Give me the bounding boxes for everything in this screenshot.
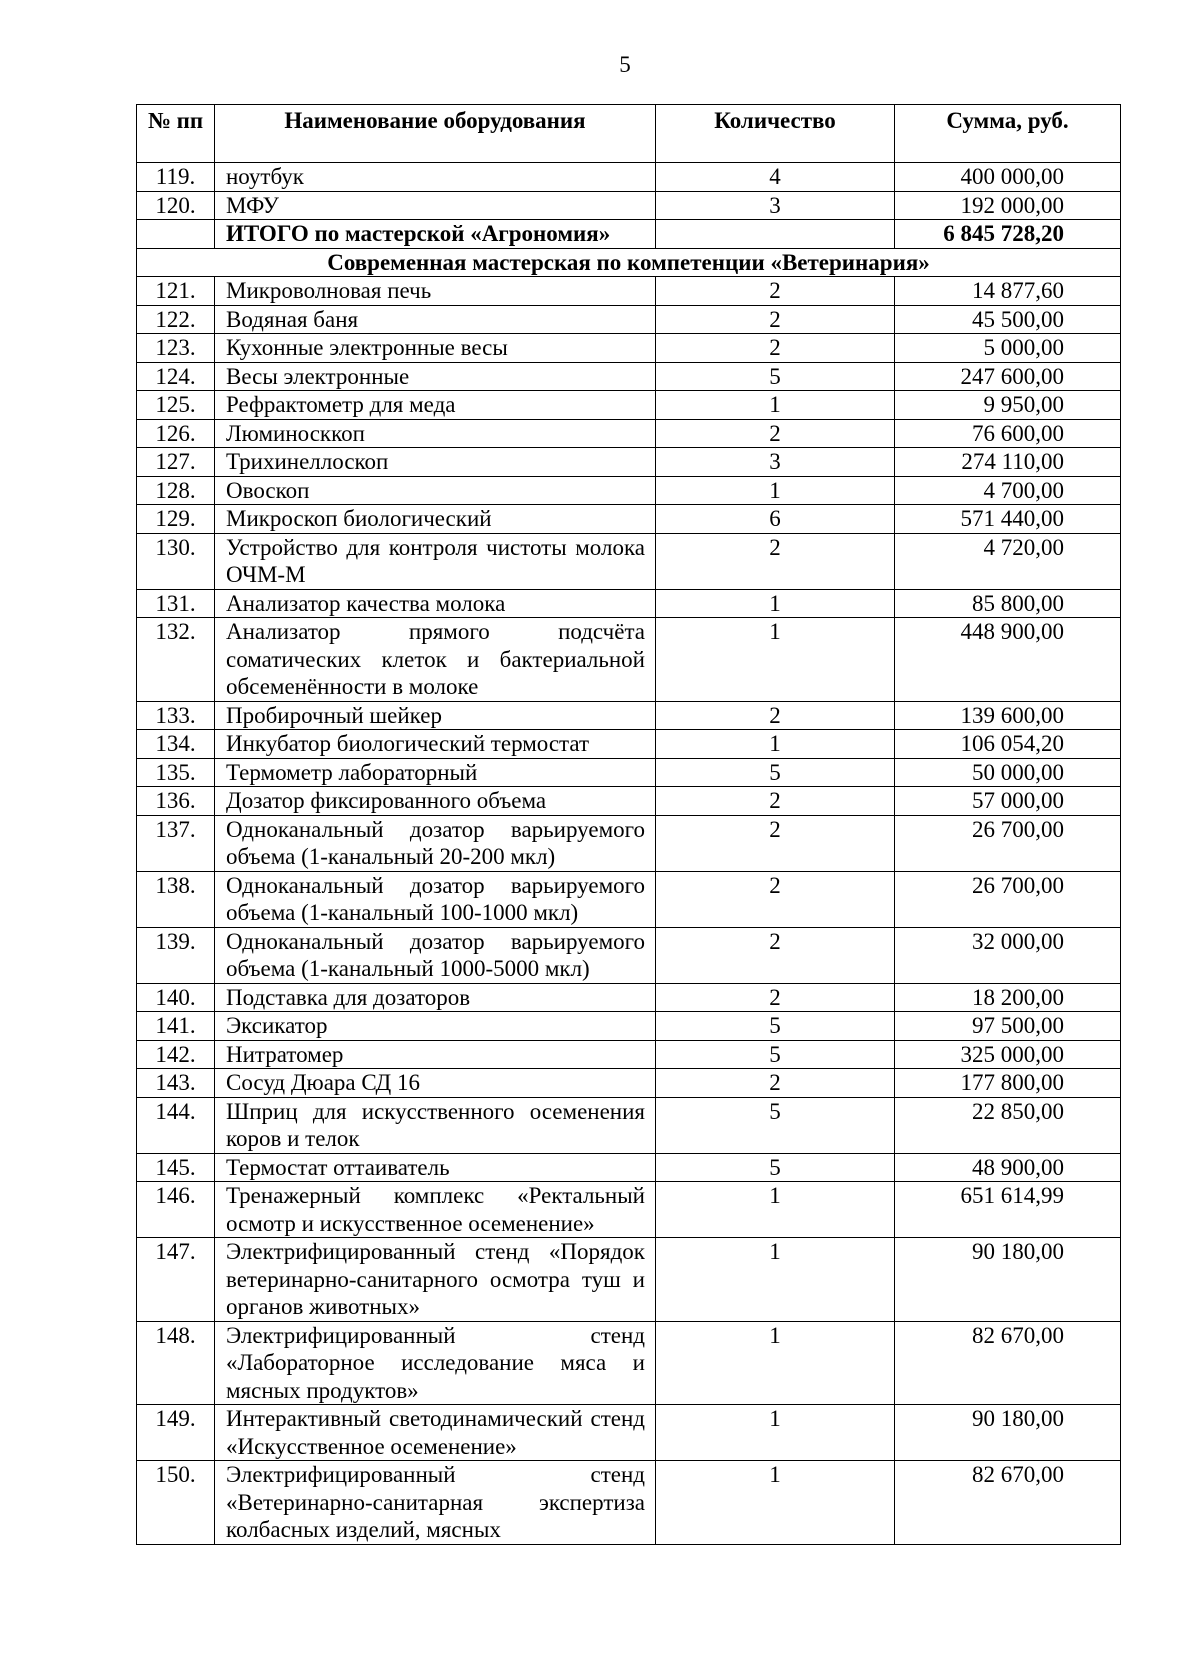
table-row [137, 815, 1121, 871]
row-sum: 177 800,00 [895, 1069, 1121, 1098]
row-sum: 82 670,00 [895, 1321, 1121, 1405]
row-sum: 26 700,00 [895, 871, 1121, 927]
table-row [137, 391, 1121, 420]
row-sum: 26 700,00 [895, 815, 1121, 871]
row-sum: 9 950,00 [895, 391, 1121, 420]
row-name: Пробирочный шейкер [215, 701, 656, 730]
table-row [137, 1182, 1121, 1238]
row-sum: 325 000,00 [895, 1040, 1121, 1069]
row-num: 150. [137, 1461, 215, 1545]
row-sum: 82 670,00 [895, 1461, 1121, 1545]
row-name: Овоскоп [215, 476, 656, 505]
row-name: Одноканальный дозатор варьируемого объема (1-канальный 1000-5000 мкл) [215, 927, 656, 983]
row-name: МФУ [215, 191, 656, 220]
row-sum: 192 000,00 [895, 191, 1121, 220]
row-name: Электрифицированный стенд «Лабораторное исследование мяса и мясных продуктов» [215, 1321, 656, 1405]
row-sum: 14 877,60 [895, 277, 1121, 306]
table-row [137, 589, 1121, 618]
total-qty-cell [656, 220, 895, 249]
row-name: Электрифицированный стенд «Порядок ветеринарно-санитарного осмотра туш и органов животных» [215, 1238, 656, 1322]
row-name: Одноканальный дозатор варьируемого объема (1-канальный 100-1000 мкл) [215, 871, 656, 927]
table-row [137, 927, 1121, 983]
table-row [137, 448, 1121, 477]
row-sum: 50 000,00 [895, 758, 1121, 787]
row-name: Трихинеллоскоп [215, 448, 656, 477]
row-qty: 1 [656, 589, 895, 618]
row-qty: 5 [656, 1097, 895, 1153]
row-qty: 1 [656, 1405, 895, 1461]
row-num: 127. [137, 448, 215, 477]
row-sum: 571 440,00 [895, 505, 1121, 534]
row-num: 139. [137, 927, 215, 983]
row-num: 131. [137, 589, 215, 618]
row-qty: 2 [656, 419, 895, 448]
row-sum: 5 000,00 [895, 334, 1121, 363]
row-num: 136. [137, 787, 215, 816]
table-row [137, 505, 1121, 534]
section-row [137, 248, 1121, 277]
table-row [137, 305, 1121, 334]
table-row [137, 1461, 1121, 1545]
row-num: 138. [137, 871, 215, 927]
total-label: ИТОГО по мастерской «Агрономия» [215, 220, 656, 249]
row-sum: 22 850,00 [895, 1097, 1121, 1153]
row-qty: 1 [656, 476, 895, 505]
header-qty: Количество [656, 105, 895, 163]
row-num: 147. [137, 1238, 215, 1322]
row-name: Люминосккоп [215, 419, 656, 448]
row-name: Инкубатор биологический термостат [215, 730, 656, 759]
table-row [137, 277, 1121, 306]
row-qty: 2 [656, 983, 895, 1012]
row-sum: 106 054,20 [895, 730, 1121, 759]
row-qty: 1 [656, 730, 895, 759]
row-sum: 400 000,00 [895, 163, 1121, 192]
table-row [137, 1238, 1121, 1322]
row-qty: 2 [656, 871, 895, 927]
row-sum: 274 110,00 [895, 448, 1121, 477]
row-qty: 3 [656, 191, 895, 220]
table-row [137, 1321, 1121, 1405]
row-num: 140. [137, 983, 215, 1012]
total-row [137, 220, 1121, 249]
table-row [137, 787, 1121, 816]
row-sum: 97 500,00 [895, 1012, 1121, 1041]
table-header-row [137, 105, 1121, 163]
row-num: 148. [137, 1321, 215, 1405]
row-qty: 1 [656, 618, 895, 702]
table-row [137, 191, 1121, 220]
equipment-table [136, 104, 1121, 1545]
table-row [137, 983, 1121, 1012]
row-num: 144. [137, 1097, 215, 1153]
row-qty: 2 [656, 334, 895, 363]
row-name: Интерактивный светодинамический стенд «Искусственное осеменение» [215, 1405, 656, 1461]
row-qty: 5 [656, 1040, 895, 1069]
row-qty: 1 [656, 1321, 895, 1405]
row-qty: 2 [656, 787, 895, 816]
row-name: Анализатор прямого подсчёта соматических клеток и бактериальной обсеменённости в молоке [215, 618, 656, 702]
row-qty: 2 [656, 533, 895, 589]
row-num: 120. [137, 191, 215, 220]
row-num: 124. [137, 362, 215, 391]
row-sum: 18 200,00 [895, 983, 1121, 1012]
table-row [137, 730, 1121, 759]
row-name: Термометр лабораторный [215, 758, 656, 787]
row-num: 121. [137, 277, 215, 306]
row-name: Водяная баня [215, 305, 656, 334]
table-row [137, 1097, 1121, 1153]
page-number: 5 [619, 52, 631, 77]
table-row [137, 871, 1121, 927]
table-row [137, 701, 1121, 730]
row-sum: 32 000,00 [895, 927, 1121, 983]
row-num: 122. [137, 305, 215, 334]
row-sum: 90 180,00 [895, 1238, 1121, 1322]
header-name: Наименование оборудования [215, 105, 656, 163]
row-sum: 247 600,00 [895, 362, 1121, 391]
table-row [137, 419, 1121, 448]
row-num: 146. [137, 1182, 215, 1238]
row-num: 143. [137, 1069, 215, 1098]
table-row [137, 533, 1121, 589]
row-name: ноутбук [215, 163, 656, 192]
row-sum: 651 614,99 [895, 1182, 1121, 1238]
row-name: Весы электронные [215, 362, 656, 391]
row-qty: 2 [656, 701, 895, 730]
row-num: 126. [137, 419, 215, 448]
row-name: Кухонные электронные весы [215, 334, 656, 363]
row-qty: 1 [656, 1238, 895, 1322]
row-sum: 90 180,00 [895, 1405, 1121, 1461]
total-sum: 6 845 728,20 [895, 220, 1121, 249]
row-name: Нитратомер [215, 1040, 656, 1069]
row-name: Шприц для искусственного осеменения коров и телок [215, 1097, 656, 1153]
row-sum: 139 600,00 [895, 701, 1121, 730]
table-row [137, 1069, 1121, 1098]
row-name: Микроволновая печь [215, 277, 656, 306]
row-qty: 2 [656, 305, 895, 334]
row-qty: 5 [656, 362, 895, 391]
row-qty: 3 [656, 448, 895, 477]
row-name: Одноканальный дозатор варьируемого объема (1-канальный 20-200 мкл) [215, 815, 656, 871]
row-name: Термостат оттаиватель [215, 1153, 656, 1182]
row-qty: 2 [656, 927, 895, 983]
row-num: 133. [137, 701, 215, 730]
row-num: 141. [137, 1012, 215, 1041]
table-row [137, 618, 1121, 702]
row-sum: 57 000,00 [895, 787, 1121, 816]
row-qty: 5 [656, 1012, 895, 1041]
table-row [137, 1012, 1121, 1041]
row-num: 134. [137, 730, 215, 759]
row-sum: 48 900,00 [895, 1153, 1121, 1182]
row-name: Сосуд Дюара СД 16 [215, 1069, 656, 1098]
row-qty: 5 [656, 758, 895, 787]
table-row [137, 1153, 1121, 1182]
row-num: 132. [137, 618, 215, 702]
row-sum: 85 800,00 [895, 589, 1121, 618]
row-num: 145. [137, 1153, 215, 1182]
row-name: Тренажерный комплекс «Ректальный осмотр и искусственное осеменение» [215, 1182, 656, 1238]
row-qty: 2 [656, 1069, 895, 1098]
table-row [137, 758, 1121, 787]
row-num: 125. [137, 391, 215, 420]
row-qty: 1 [656, 391, 895, 420]
equipment-rows [137, 277, 1121, 1545]
table-row [137, 163, 1121, 192]
row-qty: 2 [656, 277, 895, 306]
row-name: Микроскоп биологический [215, 505, 656, 534]
table-row [137, 334, 1121, 363]
section-title: Современная мастерская по компетенции «Ветеринария» [137, 248, 1121, 277]
row-name: Подставка для дозаторов [215, 983, 656, 1012]
row-qty: 6 [656, 505, 895, 534]
row-num: 128. [137, 476, 215, 505]
row-qty: 4 [656, 163, 895, 192]
row-num: 137. [137, 815, 215, 871]
row-num: 135. [137, 758, 215, 787]
row-name: Дозатор фиксированного объема [215, 787, 656, 816]
table-row [137, 1040, 1121, 1069]
row-qty: 1 [656, 1461, 895, 1545]
row-name: Анализатор качества молока [215, 589, 656, 618]
row-sum: 4 720,00 [895, 533, 1121, 589]
row-name: Рефрактометр для меда [215, 391, 656, 420]
row-num: 123. [137, 334, 215, 363]
row-qty: 2 [656, 815, 895, 871]
header-sum: Сумма, руб. [895, 105, 1121, 163]
row-qty: 1 [656, 1182, 895, 1238]
row-sum: 45 500,00 [895, 305, 1121, 334]
header-num: № пп [137, 105, 215, 163]
table-row [137, 476, 1121, 505]
row-name: Эксикатор [215, 1012, 656, 1041]
row-num: 119. [137, 163, 215, 192]
row-num: 142. [137, 1040, 215, 1069]
row-sum: 448 900,00 [895, 618, 1121, 702]
row-name: Электрифицированный стенд «Ветеринарно-санитарная экспертиза колбасных изделий, мясных [215, 1461, 656, 1545]
row-num: 149. [137, 1405, 215, 1461]
row-sum: 4 700,00 [895, 476, 1121, 505]
row-num: 129. [137, 505, 215, 534]
row-name: Устройство для контроля чистоты молока ОЧМ-М [215, 533, 656, 589]
row-sum: 76 600,00 [895, 419, 1121, 448]
row-num: 130. [137, 533, 215, 589]
table-row [137, 362, 1121, 391]
row-qty: 5 [656, 1153, 895, 1182]
total-num-cell [137, 220, 215, 249]
table-row [137, 1405, 1121, 1461]
